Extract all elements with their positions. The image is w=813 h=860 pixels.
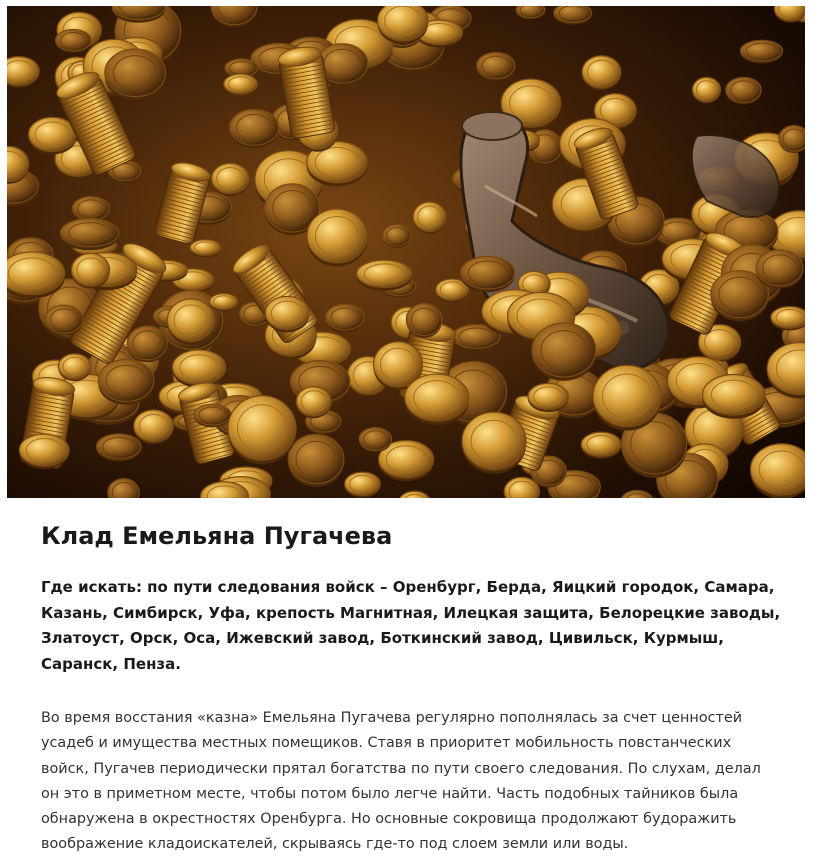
coin-icon	[28, 117, 76, 154]
coin-icon	[194, 404, 231, 427]
coin-icon	[97, 434, 142, 461]
coin-icon	[56, 30, 91, 53]
coin-icon	[307, 209, 367, 267]
article-body-paragraph: Во время восстания «казна» Емельяна Пугачева регулярно пополнялась за счет ценностей усадеб и имущества местных помещиков. Ставя в приоритет мобильность повстанческих войск, Пугачев периодически прятал богатства по пути своего следования. По слухам, делал он это в приметном месте, чтобы потом было легче найти. Часть подобных тайников была обнаружена в окрестностях Оренбурга. Но основные сокровища продолжают будоражить воображение кладоискателей, скрываясь где-то под слоем земли или воды.	[41, 710, 761, 853]
coin-icon	[127, 326, 167, 362]
coin-icon	[740, 40, 782, 63]
coin-icon	[692, 77, 720, 103]
coin-icon	[532, 323, 596, 381]
coin-icon	[581, 432, 621, 459]
article-lead-where-to-search: Где искать: по пути следования войск – Оренбург, Берда, Яицкий городок, Самара, Казань, Симбирск, Уфа, крепость Магнитная, Илецкая защита, Белорецкие заводы, Златоуст, Орск, Оса, Ижевский завод, Боткинский завод, Цивильск, Курмыш, Саранск, Пенза.	[41, 578, 781, 673]
coin-icon	[228, 396, 296, 465]
article-title: Клад Емельяна Пугачева	[41, 522, 393, 550]
coin-icon	[212, 163, 249, 196]
coin-icon	[7, 252, 65, 299]
coin-icon	[462, 412, 526, 473]
coin-icon	[582, 56, 621, 91]
coin-icon	[554, 6, 592, 25]
coin-icon	[345, 472, 381, 498]
coin-icon	[45, 305, 83, 336]
coin-icon	[326, 304, 364, 332]
coin-icon	[72, 253, 110, 288]
coin-icon	[19, 434, 69, 469]
coin-icon	[210, 294, 238, 312]
coin-icon	[413, 202, 446, 233]
coin-icon	[357, 260, 412, 291]
coin-icon	[593, 365, 661, 430]
coin-icon	[58, 354, 90, 381]
coin-icon	[98, 359, 154, 404]
coin-icon	[771, 307, 805, 331]
coin-icon	[60, 219, 118, 251]
coin-icon	[230, 109, 279, 148]
treasure-coins-illustration	[7, 6, 805, 498]
coin-icon	[405, 374, 469, 425]
coin-icon	[750, 444, 805, 498]
coin-icon	[167, 299, 214, 345]
coin-icon	[296, 387, 331, 419]
coin-icon	[190, 240, 221, 258]
hero-image	[7, 6, 805, 498]
coin-icon	[134, 410, 174, 444]
coin-icon	[105, 49, 166, 100]
coin-icon	[461, 256, 515, 292]
coin-icon	[756, 250, 803, 289]
coin-icon	[406, 304, 442, 338]
coin-icon	[726, 77, 761, 104]
coin-icon	[288, 434, 344, 487]
coin-icon	[359, 428, 391, 452]
coin-icon	[265, 296, 309, 332]
coin-icon	[528, 383, 568, 412]
article	[41, 518, 781, 858]
coin-icon	[224, 74, 258, 96]
coin-icon	[703, 375, 765, 419]
coin-icon	[383, 225, 411, 248]
coin-icon	[477, 52, 515, 80]
coin-icon	[172, 350, 225, 388]
